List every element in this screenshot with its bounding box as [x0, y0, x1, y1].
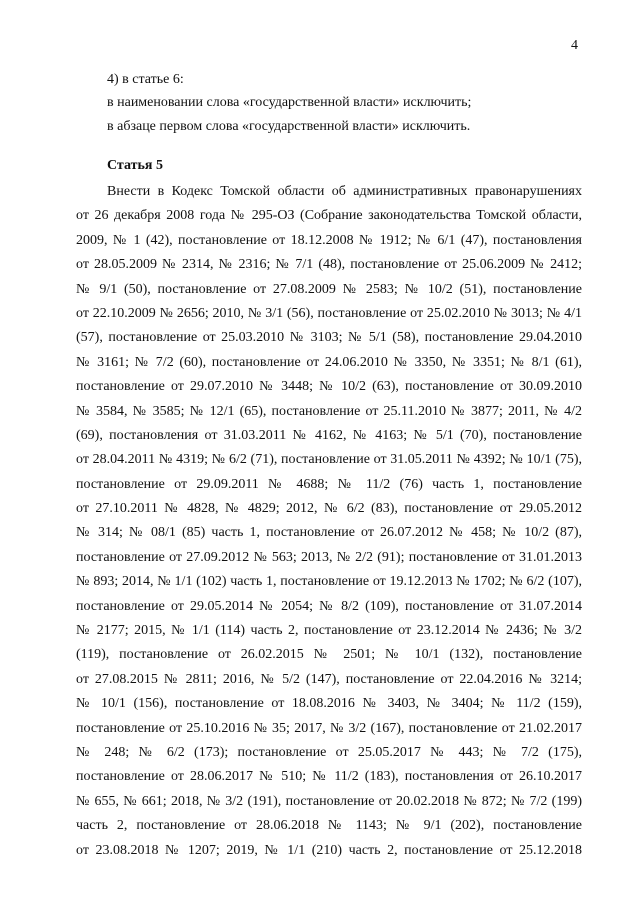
- article-line: № 893; 2014, № 1/1 (102) часть 1, постановление от 19.12.2013 № 1702; № 6/2 (107),: [76, 574, 582, 590]
- item-line-3: в абзаце первом слова «государственной власти» исключить.: [107, 119, 471, 134]
- article-line: № 3161; № 7/2 (60), постановление от 24.06.2010 № 3350, № 3351; № 8/1 (61),: [76, 354, 582, 370]
- article-line: (57), постановление от 25.03.2010 № 3103; № 5/1 (58), постановление 29.04.2010: [76, 330, 582, 346]
- article-line: от 27.08.2015 № 2811; 2016, № 5/2 (147), постановление от 22.04.2016 № 3214;: [76, 671, 582, 687]
- article-line: постановление от 29.05.2014 № 2054; № 8/2 (109), постановление от 31.07.2014: [76, 598, 582, 614]
- page-number: 4: [571, 38, 578, 53]
- article-line: (69), постановления от 31.03.2011 № 4162, № 4163; № 5/1 (70), постановление: [76, 427, 582, 443]
- item-line-2: в наименовании слова «государственной власти» исключить;: [107, 95, 472, 110]
- article-line: № 10/1 (156), постановление от 18.08.2016 № 3403, № 3404; № 11/2 (159),: [76, 696, 582, 712]
- article-line: часть 2, постановление от 28.06.2018 № 1143; № 9/1 (202), постановление: [76, 818, 582, 834]
- article-line: № 3584, № 3585; № 12/1 (65), постановление от 25.11.2010 № 3877; 2011, № 4/2: [76, 403, 582, 419]
- article-heading: Статья 5: [107, 158, 163, 173]
- item-line-1: 4) в статье 6:: [107, 72, 184, 87]
- article-line: Внести в Кодекс Томской области об административных правонарушениях: [107, 184, 582, 199]
- article-line: № 9/1 (50), постановление от 27.08.2009 № 2583; № 10/2 (51), постановление: [76, 281, 582, 297]
- article-line: 2009, № 1 (42), постановление от 18.12.2008 № 1912; № 6/1 (47), постановления: [76, 232, 582, 248]
- article-line: № 248; № 6/2 (173); постановление от 25.05.2017 № 443; № 7/2 (175),: [76, 744, 582, 760]
- article-line: от 28.05.2009 № 2314, № 2316; № 7/1 (48), постановление от 25.06.2009 № 2412;: [76, 257, 582, 273]
- article-line: от 23.08.2018 № 1207; 2019, № 1/1 (210) часть 2, постановление от 25.12.2018: [76, 842, 582, 858]
- article-line: от 26 декабря 2008 года № 295-ОЗ (Собрание законодательства Томской области,: [76, 208, 582, 224]
- article-line: (119), постановление от 26.02.2015 № 2501; № 10/1 (132), постановление: [76, 647, 582, 663]
- article-line: постановление от 27.09.2012 № 563; 2013, № 2/2 (91); постановление от 31.01.2013: [76, 549, 582, 565]
- article-line: постановление от 29.07.2010 № 3448; № 10/2 (63), постановление от 30.09.2010: [76, 379, 582, 395]
- article-line: постановление от 25.10.2016 № 35; 2017, № 3/2 (167), постановление от 21.02.2017: [76, 720, 582, 736]
- article-line: № 655, № 661; 2018, № 3/2 (191), постановление от 20.02.2018 № 872; № 7/2 (199): [76, 793, 582, 809]
- article-line: № 2177; 2015, № 1/1 (114) часть 2, постановление от 23.12.2014 № 2436; № 3/2: [76, 623, 582, 639]
- article-line: № 314; № 08/1 (85) часть 1, постановление от 26.07.2012 № 458; № 10/2 (87),: [76, 525, 582, 541]
- article-line: от 27.10.2011 № 4828, № 4829; 2012, № 6/2 (83), постановление от 29.05.2012: [76, 501, 582, 517]
- article-body: [76, 180, 582, 863]
- article-line: от 28.04.2011 № 4319; № 6/2 (71), постановление от 31.05.2011 № 4392; № 10/1 (75),: [76, 452, 582, 468]
- article-line: от 22.10.2009 № 2656; 2010, № 3/1 (56), постановление от 25.02.2010 № 3013; № 4/1: [76, 305, 582, 321]
- article-line: постановление от 28.06.2017 № 510; № 11/2 (183), постановления от 26.10.2017: [76, 769, 582, 785]
- article-line: постановление от 29.09.2011 № 4688; № 11/2 (76) часть 1, постановление: [76, 476, 582, 492]
